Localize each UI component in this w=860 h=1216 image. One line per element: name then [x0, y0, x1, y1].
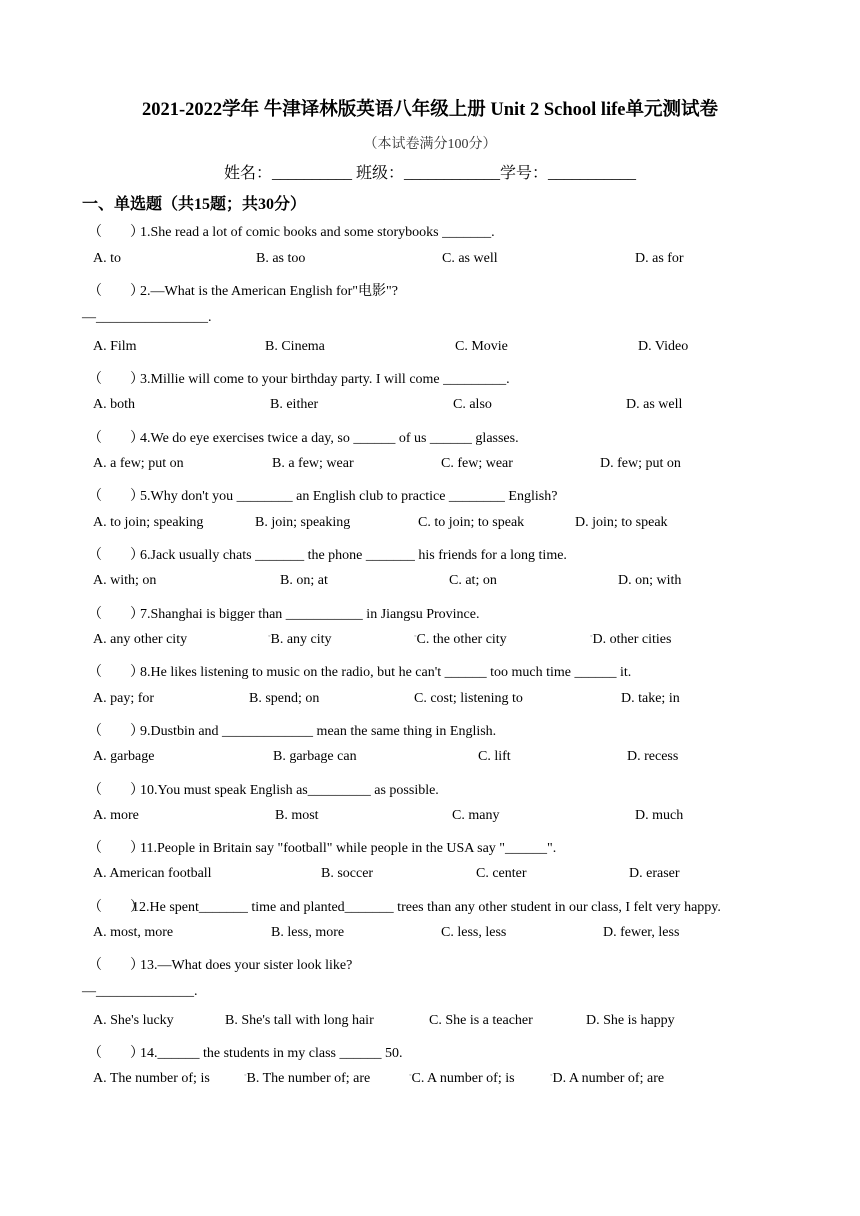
option-c: C. at; on — [449, 573, 497, 588]
option-c: C. also — [453, 397, 492, 412]
answer-paren: （ ） — [88, 607, 144, 622]
answer-paren: （ ） — [88, 783, 144, 798]
option-b: B. most — [275, 808, 319, 823]
answer-paren: （ ） — [88, 431, 144, 446]
question-text: 13.—What does your sister look like? — [140, 958, 353, 973]
question-7 — [88, 603, 479, 623]
question-10 — [88, 779, 439, 799]
question-5 — [88, 485, 557, 505]
option-a: A. a few; put on — [93, 456, 184, 471]
answer-paren: （ ） — [88, 900, 144, 915]
answer-paren: （ ） — [88, 1046, 144, 1061]
option-b: B. garbage can — [273, 749, 357, 764]
option-b: B. soccer — [321, 866, 374, 881]
option-a: A. to — [93, 251, 121, 266]
question-9 — [88, 720, 496, 740]
option-d: D. much — [635, 808, 684, 823]
question-text: 12.He spent_______ time and planted_______ trees than any other student in our class, I felt very happy. — [132, 900, 721, 915]
option-d: D. eraser — [629, 866, 680, 881]
question-text: 3.Millie will come to your birthday party. I will come _________. — [140, 372, 510, 387]
option-c: ◦C. the other city — [414, 632, 507, 647]
tab-marker-icon: ◦ — [550, 1071, 553, 1079]
question-14 — [88, 1042, 403, 1062]
option-d: D. as well — [626, 397, 683, 412]
option-b: ◦B. any city — [268, 632, 332, 647]
option-b: B. spend; on — [249, 691, 320, 706]
option-a: A. more — [93, 808, 139, 823]
option-a: A. both — [93, 397, 135, 412]
tab-marker-icon: ◦ — [414, 632, 417, 640]
question-text: 6.Jack usually chats _______ the phone _______ his friends for a long time. — [140, 548, 567, 563]
option-a: A. garbage — [93, 749, 155, 764]
option-a: A. with; on — [93, 573, 157, 588]
tab-marker-icon: ◦ — [244, 1071, 247, 1079]
question-6 — [88, 544, 567, 564]
answer-paren: （ ） — [88, 372, 144, 387]
question-4 — [88, 427, 519, 447]
student-info-line: 姓名：__________ 班级：____________学号：___________ — [223, 165, 636, 182]
option-d: D. few; put on — [600, 456, 681, 471]
question-8 — [88, 661, 631, 681]
option-d: ◦D. other cities — [590, 632, 672, 647]
option-c: ◦C. A number of; is — [409, 1071, 515, 1086]
question-text: 7.Shanghai is bigger than ___________ in Jiangsu Province. — [140, 607, 480, 622]
option-a: A. pay; for — [93, 691, 155, 706]
option-b: B. on; at — [280, 573, 328, 588]
option-b: B. a few; wear — [272, 456, 354, 471]
exam-title: 2021-2022学年 牛津译林版英语八年级上册 Unit 2 School life单元测试卷 — [141, 100, 719, 120]
option-b: B. less, more — [271, 925, 345, 940]
answer-paren: （ ） — [88, 225, 144, 240]
exam-subtitle: （本试卷满分100分） — [363, 137, 497, 152]
question-12 — [88, 896, 721, 916]
option-d: D. join; to speak — [575, 515, 668, 530]
tab-marker-icon: ◦ — [590, 632, 593, 640]
option-c: C. many — [452, 808, 500, 823]
question-13 — [88, 954, 352, 974]
answer-paren: （ ） — [88, 958, 144, 973]
question-text: 11.People in Britain say "football" while people in the USA say "______". — [140, 841, 557, 856]
question-text: 1.She read a lot of comic books and some storybooks _______. — [140, 225, 495, 240]
option-b: B. join; speaking — [255, 515, 351, 530]
option-c: C. as well — [442, 251, 498, 266]
option-d: D. on; with — [618, 573, 682, 588]
answer-paren: （ ） — [88, 665, 144, 680]
option-a: A. most, more — [93, 925, 174, 940]
option-c: C. to join; to speak — [418, 515, 525, 530]
option-c: C. few; wear — [441, 456, 513, 471]
question-1 — [88, 221, 495, 241]
option-c: C. center — [476, 866, 527, 881]
option-c: C. She is a teacher — [429, 1013, 533, 1028]
option-d: ◦D. A number of; are — [550, 1071, 665, 1086]
question-text: 5.Why don't you ________ an English club to practice ________ English? — [140, 489, 558, 504]
option-d: D. fewer, less — [603, 925, 680, 940]
option-a: A. to join; speaking — [93, 515, 204, 530]
option-a: A. The number of; is — [93, 1071, 210, 1086]
tab-marker-icon: ◦ — [268, 632, 271, 640]
question-text: 9.Dustbin and _____________ mean the same thing in English. — [140, 724, 497, 739]
question-text: 10.You must speak English as_________ as possible. — [140, 783, 439, 798]
option-d: D. as for — [635, 251, 684, 266]
option-d: D. recess — [627, 749, 679, 764]
option-b: B. She's tall with long hair — [225, 1013, 374, 1028]
option-c: C. lift — [478, 749, 511, 764]
option-d: D. She is happy — [586, 1013, 675, 1028]
answer-paren: （ ） — [88, 724, 144, 739]
answer-paren: （ ） — [88, 548, 144, 563]
option-b: ◦B. The number of; are — [244, 1071, 371, 1086]
section-title: 一、单选题（共15题；共30分） — [82, 196, 307, 213]
option-a: A. She's lucky — [93, 1013, 174, 1028]
option-a: A. American football — [93, 866, 212, 881]
answer-paren: （ ） — [88, 841, 144, 856]
option-c: C. less, less — [441, 925, 507, 940]
answer-paren: （ ） — [88, 284, 144, 299]
option-b: B. either — [270, 397, 319, 412]
question-text: 4.We do eye exercises twice a day, so ______ of us ______ glasses. — [140, 431, 519, 446]
option-d: D. Video — [638, 339, 689, 354]
answer-line: —______________. — [82, 984, 198, 999]
answer-paren: （ ） — [88, 489, 144, 504]
tab-marker-icon: ◦ — [409, 1071, 412, 1079]
option-b: B. Cinema — [265, 339, 325, 354]
option-d: D. take; in — [621, 691, 680, 706]
question-text: 14.______ the students in my class ______ 50. — [140, 1046, 403, 1061]
option-a: A. Film — [93, 339, 137, 354]
answer-line: —________________. — [82, 310, 212, 325]
question-11 — [88, 837, 556, 857]
option-c: C. Movie — [455, 339, 508, 354]
question-text: 8.He likes listening to music on the radio, but he can't ______ too much time ______ it. — [140, 665, 632, 680]
question-text: 2.—What is the American English for"电影"? — [140, 284, 398, 299]
question-2 — [88, 280, 398, 300]
option-a: A. any other city — [93, 632, 188, 647]
option-b: B. as too — [256, 251, 306, 266]
option-c: C. cost; listening to — [414, 691, 523, 706]
question-3 — [88, 368, 510, 388]
